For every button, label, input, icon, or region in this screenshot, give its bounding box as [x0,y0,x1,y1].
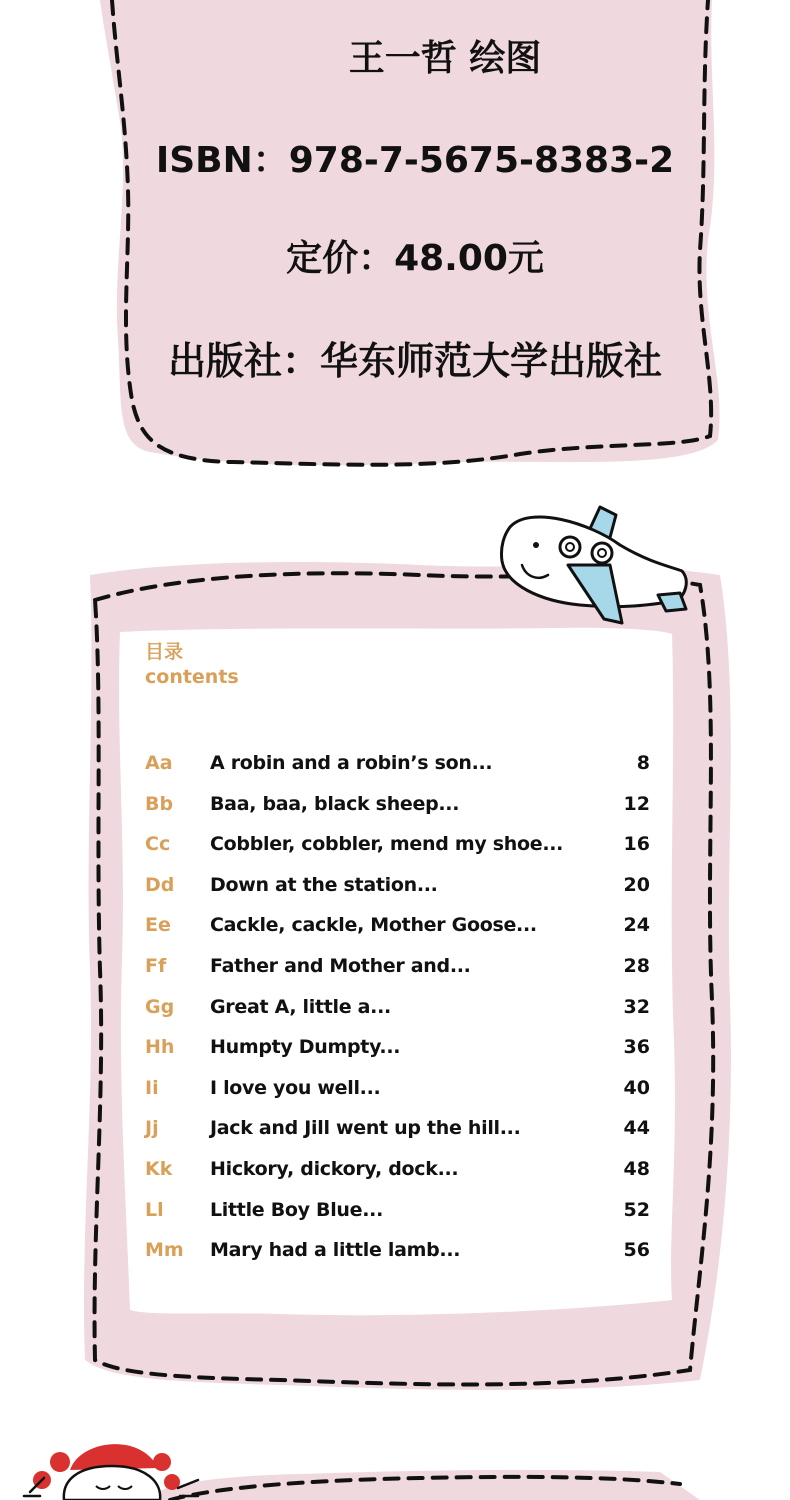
toc-page-number: 16 [623,833,650,856]
toc-title: Jack and Jill went up the hill... [210,1117,521,1140]
toc-letter: Bb [145,792,174,815]
toc-title: Hickory, dickory, dock... [210,1157,459,1180]
toc-page-number: 48 [623,1157,650,1180]
toc-entry [145,992,650,1033]
toc-entry [145,1073,650,1114]
airplane-window-2 [592,543,612,563]
toc-title: Father and Mother and... [210,954,471,977]
toc-title: A robin and a robin’s son... [210,752,493,774]
toc-letter: Aa [145,752,173,774]
toc-entry [145,829,650,870]
toc-letter: Ee [145,914,171,937]
toc-entry [145,748,650,789]
toc-entry [145,870,650,911]
price-line: 定价：48.00元 [286,238,544,279]
toc-letter: Cc [145,833,171,856]
toc-entry [145,1195,650,1236]
toc-title: Great A, little a... [210,995,391,1018]
toc-letter: Kk [145,1157,173,1180]
toc-page-number: 56 [623,1239,650,1262]
toc-title: Humpty Dumpty... [210,1036,401,1059]
toc-page-number: 32 [623,995,650,1018]
contents-title-en: contents [145,666,239,688]
toc-title: Down at the station... [210,873,438,896]
toc-letter: Mm [145,1239,184,1262]
publisher-line: 出版社：华东师范大学出版社 [167,339,662,383]
toc-entry [145,1113,650,1154]
toc-page-number: 36 [623,1036,650,1059]
toc-entry [145,951,650,992]
toc-entry [145,789,650,830]
illustrator-credit: 王一哲 绘图 [348,38,542,79]
toc-entry [145,910,650,951]
girl-face [64,1466,160,1500]
contents-title-cn: 目录 [145,641,184,663]
toc-title: Baa, baa, black sheep... [210,792,460,815]
toc-entry [145,1154,650,1195]
toc-page-number: 52 [623,1198,650,1221]
toc-title: Mary had a little lamb... [210,1239,461,1262]
toc-letter: Ff [145,954,167,977]
toc-page-number: 8 [636,752,650,774]
contents-list [145,748,650,1276]
toc-title: Little Boy Blue... [210,1198,383,1221]
toc-entry [145,1032,650,1073]
toc-page-number: 40 [623,1076,650,1099]
toc-page-number: 12 [623,792,650,815]
isbn-line: ISBN：978-7-5675-8383-2 [155,140,675,181]
toc-page-number: 44 [623,1117,650,1140]
toc-title: Cackle, cackle, Mother Goose... [210,914,537,937]
toc-letter: Jj [145,1117,159,1140]
airplane-eye [533,542,539,548]
toc-page-number: 20 [623,873,650,896]
toc-letter: Gg [145,995,175,1018]
bottom-card-background [150,1470,700,1500]
toc-page-number: 28 [623,954,650,977]
toc-letter: Ii [145,1076,159,1099]
toc-title: I love you well... [210,1076,381,1099]
toc-letter: Dd [145,873,175,896]
toc-letter: Ll [145,1198,164,1221]
toc-letter: Hh [145,1036,175,1059]
toc-page-number: 24 [623,914,650,937]
airplane-window-1 [560,537,580,557]
toc-title: Cobbler, cobbler, mend my shoe... [210,833,564,856]
toc-entry [145,1235,650,1276]
